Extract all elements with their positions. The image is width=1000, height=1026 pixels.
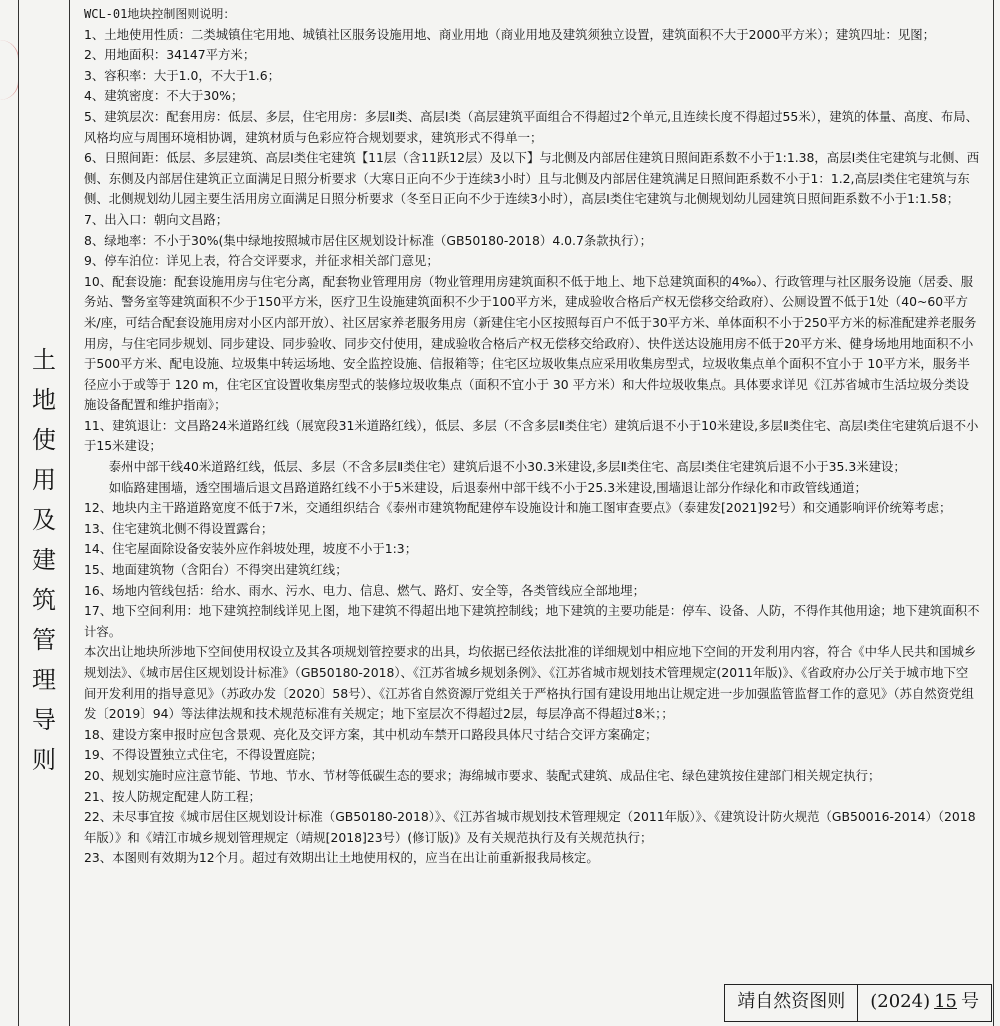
clause-item: 10、配套设施：配套设施用房与住宅分离，配套物业管理用房（物业管理用房建筑面积不低于地上、地下总建筑面积的4‰）、行政管理与社区服务设施（居委、服务站、警务室等建筑面积不少于150平方米，医疗卫生设施建筑面积不少于100平方米，建成验收合格后产权无偿移交给政府）、公厕设置不低于1处（40~60平方米/座，可结合配套设施用房对小区内部开放）、社区居家养老服务用房（新建住宅小区按照每百户不低于30平方米、单体面积不小于250平方米的标准配建养老服务用房，与住宅同步规划、同步建设、同步验收、同步交付使用，建成验收合格后产权无偿移交给政府）、快件送达设施用房不低于20平方米、健身场地用地面积不小于500平方米、配电设施、垃圾集中转运场地、安全监控设施、信报箱等；住宅区垃圾收集点应采用收集房型式，垃圾收集点单个面积不宜小于 10平方米，服务半径应小于或等于 120 m，住宅区宜设置收集房型式的装修垃圾收集点（面积不宜小于 30 平方米）和大件垃圾收集点。具体要求详见《江苏省城市生活垃圾分类设施设备配置和维护指南》； xyxy=(84,273,977,413)
clause-item: 泰州中部干线40米道路红线，低层、多层（不含多层Ⅱ类住宅）建筑后退不小30.3米建设,多层Ⅱ类住宅、高层I类住宅建筑后退不小于35.3米建设； xyxy=(108,459,906,475)
side-title-char: 用 xyxy=(32,466,56,494)
side-title-char: 导 xyxy=(32,706,56,734)
serial-number: 15 xyxy=(934,991,957,1012)
clause-item: 18、建设方案申报时应包含景观、亮化及交评方案，其中机动车禁开口路段具体尺寸结合交评方案确定； xyxy=(84,726,658,742)
side-title-char: 则 xyxy=(32,746,56,774)
clause-item: 17、地下空间利用：地下建筑控制线详见上图，地下建筑不得超出地下建筑控制线；地下建筑的主要功能是：停车、设备、人防，不得作其他用途；地下建筑面积不计容。 xyxy=(84,603,980,639)
side-title-char: 筑 xyxy=(32,586,56,614)
clause-item: 22、未尽事宜按《城市居住区规划设计标准（GB50180-2018）》、《江苏省城市规划技术管理规定（2011年版）》、《建筑设计防火规范（GB50016-2014）（2018年版）》和《靖江市城乡规划管理规定（靖规[2018]23号）(修订版)》及有关规范执行及有关规范执行； xyxy=(84,809,976,845)
clause-item: 19、不得设置独立式住宅，不得设置庭院； xyxy=(84,747,323,763)
side-title-char: 及 xyxy=(32,506,56,534)
year-label: (2024) xyxy=(870,991,931,1012)
side-title-char: 地 xyxy=(32,386,56,414)
clause-item: 13、住宅建筑北侧不得设置露台； xyxy=(84,520,274,536)
clause-list xyxy=(84,25,980,457)
clause-item: 23、本图则有效期为12个月。超过有效期出让土地使用权的，应当在出让前重新报我局核定。 xyxy=(84,850,599,866)
right-border xyxy=(993,0,994,1026)
issuer-label: 靖自然资图则 xyxy=(725,985,858,1021)
document-number xyxy=(858,985,991,1021)
document-number-box xyxy=(724,984,992,1022)
clause-item: 9、停车泊位：详见上表，符合交评要求，并征求相关部门意见； xyxy=(84,253,439,269)
clause-item: 16、场地内管线包括：给水、雨水、污水、电力、信息、燃气、路灯、安全等，各类管线应全部地埋； xyxy=(84,582,645,598)
clause-item: 如临路建围墙，透空围墙后退文昌路道路红线不小于5米建设，后退泰州中部干线不小于25.3米建设,围墙退让部分作绿化和市政管线通道； xyxy=(108,479,867,495)
clause-item: 1、土地使用性质：二类城镇住宅用地、城镇社区服务设施用地、商业用地（商业用地及建筑须独立设置，建筑面积不大于2000平方米）；建筑四址：见图； xyxy=(84,26,935,42)
side-title-char: 土 xyxy=(32,346,56,374)
clause-item: 2、用地面积：34147平方米； xyxy=(84,47,256,63)
binding-mark xyxy=(0,40,19,100)
side-title xyxy=(18,340,70,780)
side-title-char: 理 xyxy=(32,666,56,694)
clause-item: 11、建筑退让：文昌路24米道路红线（展宽段31米道路红线），低层、多层（不含多层Ⅱ类住宅）建筑后退不小于10米建设,多层Ⅱ类住宅、高层I类住宅建筑后退不小于15米建设； xyxy=(84,417,979,454)
clause-item: 21、按人防规定配建人防工程； xyxy=(84,788,261,804)
side-title-char: 管 xyxy=(32,626,56,654)
clause-item: 6、日照间距：低层、多层建筑、高层I类住宅建筑【11层（含11跃12层）及以下】与北侧及内部居住建筑日照间距系数不小于1:1.38，高层I类住宅建筑与北侧、西侧、东侧及内部居住建筑正立面满足日照分析要求（大寒日正向不少于连续3小时）且与北侧及内部居住建筑满足日照间距系数不小于1：1.2,高层I类住宅建筑与东侧、北侧规划幼儿园主要生活用房立面满足日照分析要求（冬至日正向不少于连续3小时），高层I类住宅建筑与北侧规划幼儿园建筑日照间距系数不小于1:1.58； xyxy=(84,150,980,207)
clause-item: 5、建筑层次：配套用房：低层、多层，住宅用房：多层Ⅱ类、高层I类（高层建筑平面组合不得超过2个单元,且连续长度不得超过55米），建筑的体量、高度、布局、风格均应与周围环境相协调，建筑材质与色彩应符合规划要求，建筑形式不得单一； xyxy=(84,108,978,145)
clause-item: 本次出让地块所涉地下空间使用权设立及其各项规划管控要求的出具，均依据已经依法批准的详细规划中相应地下空间的开发利用内容，符合《中华人民共和国城乡规划法》、《城市居住区规划设计标准》（GB50180-2018）、《江苏省城乡规划条例》、《江苏省城市规划技术管理规定(2011年版)》、《省政府办公厅关于城市地下空间开发利用的指导意见》（苏政办发〔2020〕58号）、《江苏省自然资源厅党组关于严格执行国有建设用地出让规定进一步加强监管监督工作的意见》（苏自然资党组发〔2019〕94）等法律法规和技术规范标准有关规定；地下室层次不得超过2层，每层净高不得超过8米；； xyxy=(84,644,977,722)
side-title-char: 建 xyxy=(32,546,56,574)
number-suffix: 号 xyxy=(961,991,979,1012)
document-body xyxy=(84,4,980,869)
clause-item: 7、出入口：朝向文昌路； xyxy=(84,211,229,227)
document-heading: WCL-01地块控制图则说明： xyxy=(84,7,236,21)
clause-item: 20、规划实施时应注意节能、节地、节水、节材等低碳生态的要求；海绵城市要求、装配式建筑、成品住宅、绿色建筑按住建部门相关规定执行； xyxy=(84,767,881,783)
indented-clause-list xyxy=(84,457,980,498)
clause-list-continued xyxy=(84,498,980,869)
clause-item: 3、容积率：大于1.0，不大于1.6； xyxy=(84,67,280,83)
clause-item: 8、绿地率：不小于30%(集中绿地按照城市居住区规划设计标准（GB50180-2018）4.0.7条款执行）； xyxy=(84,232,652,248)
clause-item: 15、地面建筑物（含阳台）不得突出建筑红线； xyxy=(84,562,348,578)
side-title-char: 使 xyxy=(32,426,56,454)
clause-item: 14、住宅屋面除设备安装外应作斜坡处理，坡度不小于1:3； xyxy=(84,541,418,557)
clause-item: 12、地块内主干路道路宽度不低于7米，交通组织结合《泰州市建筑物配建停车设施设计和施工图审查要点》（泰建发[2021]92号）和交通影响评价统筹考虑； xyxy=(84,500,952,516)
clause-item: 4、建筑密度：不大于30%； xyxy=(84,88,244,104)
